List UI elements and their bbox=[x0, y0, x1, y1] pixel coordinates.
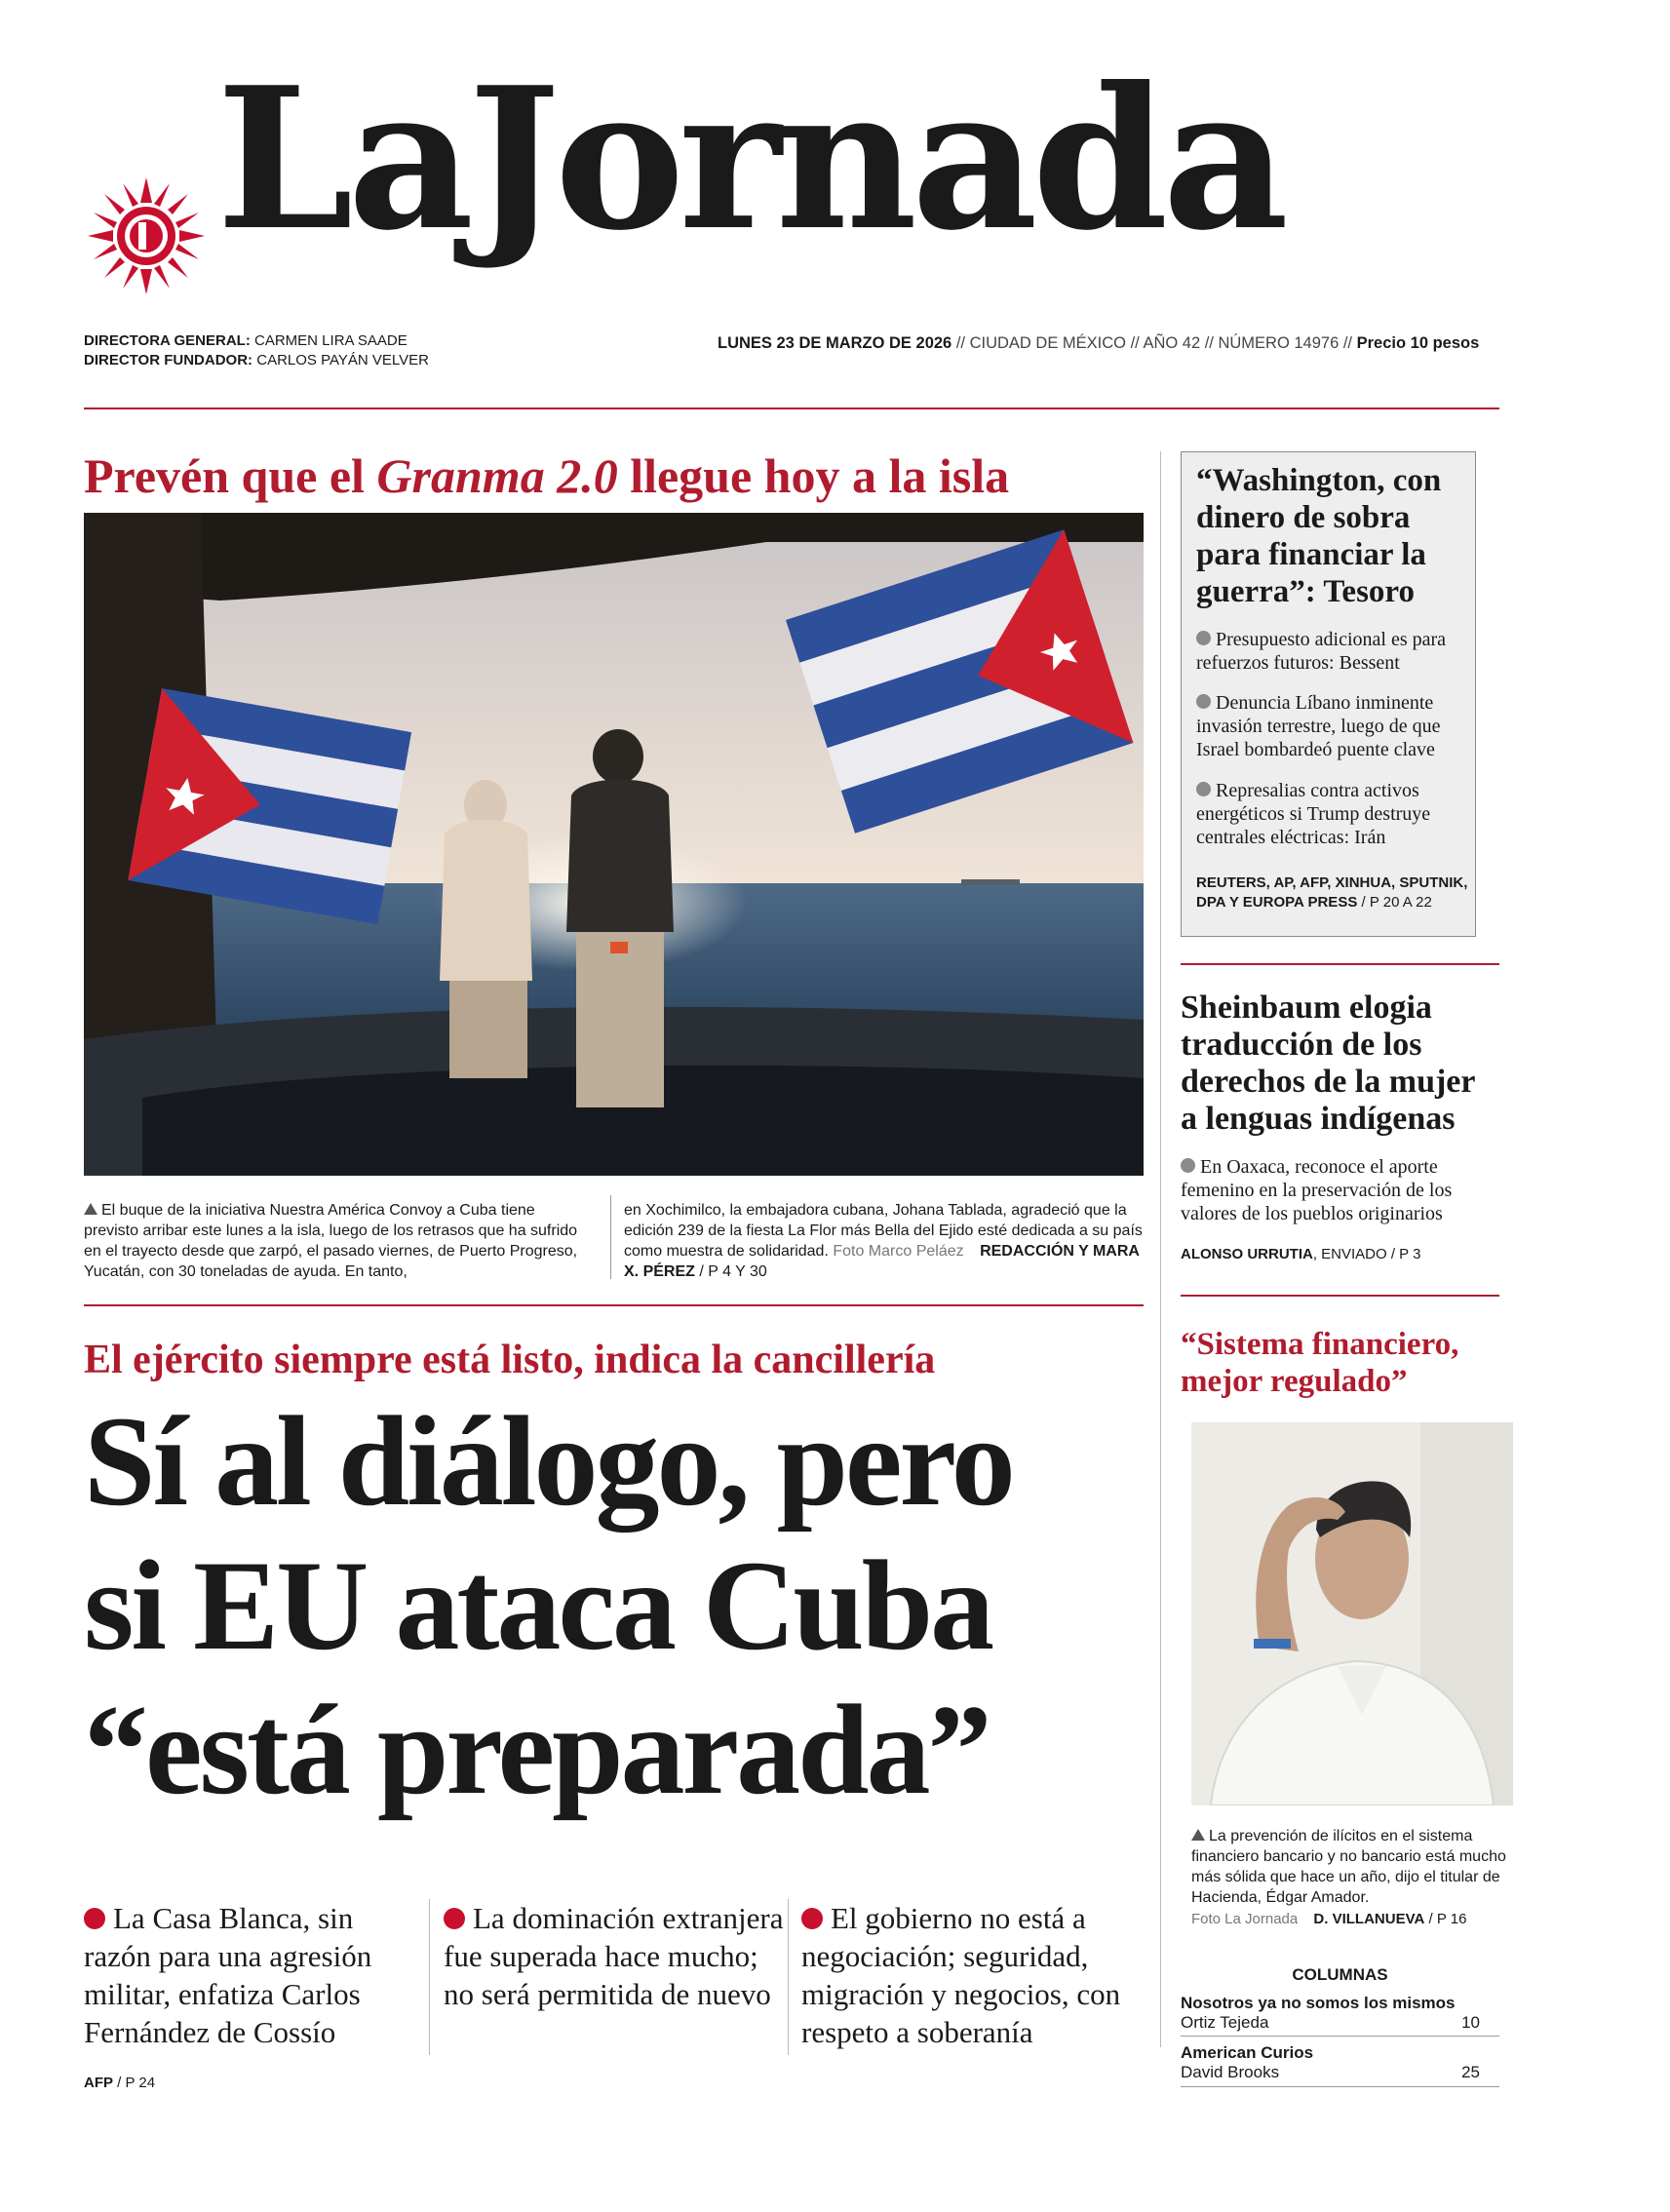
bullet-dot-icon bbox=[801, 1908, 823, 1929]
masthead-logo-icon bbox=[84, 174, 209, 298]
bullet-text: La Casa Blanca, sin razón para una agresión militar, enfatiza Carlos Fernández de Cossío bbox=[84, 1901, 372, 2049]
top-story-caption-left bbox=[84, 1200, 591, 1282]
staff-name: CARMEN LIRA SAADE bbox=[254, 332, 408, 349]
columns-divider bbox=[1181, 2086, 1499, 2087]
cuba-flags-boat-photo bbox=[84, 513, 1144, 1176]
staff-name: CARLOS PAYÁN VELVER bbox=[256, 352, 429, 369]
lead-headline[interactable] bbox=[84, 1389, 1156, 1822]
byline: D. VILLANUEVA bbox=[1313, 1911, 1425, 1927]
byline-role: , ENVIADO / P 3 bbox=[1312, 1246, 1421, 1262]
finance-credit bbox=[1191, 1910, 1466, 1929]
masthead-divider bbox=[84, 407, 1499, 409]
edgar-amador-photo bbox=[1191, 1422, 1513, 1805]
caption-arrow-icon bbox=[84, 1203, 97, 1215]
kicker-text: Prevén que el bbox=[84, 448, 377, 503]
column-author: David Brooks bbox=[1181, 2063, 1280, 2081]
photo-credit: Foto La Jornada bbox=[1191, 1911, 1299, 1927]
caption-text: en Xochimilco, la embajadora cubana, Johana Tablada, agradeció que la edición 239 de la fiesta La Flor más Bella del Ejido esté dedicada a su país como muestra de solidaridad. bbox=[624, 1202, 1143, 1260]
finance-headline[interactable]: “Sistema financiero, mejor regulado” bbox=[1181, 1327, 1459, 1399]
top-story-kicker[interactable] bbox=[84, 446, 1009, 505]
dateline bbox=[718, 334, 1479, 353]
bullet-text: La dominación extranjera fue superada hace mucho; no será permitida de nuevo bbox=[444, 1901, 784, 2011]
sheinbaum-headline[interactable]: Sheinbaum elogia traducción de los derechos de la mujer a lenguas indígenas bbox=[1181, 990, 1475, 1137]
sources: REUTERS, AP, AFP, XINHUA, SPUTNIK, DPA Y EUROPA PRESS bbox=[1196, 874, 1468, 911]
page-ref: / P 24 bbox=[117, 2075, 156, 2091]
sheinbaum-bullet bbox=[1181, 1155, 1499, 1225]
column-page: 10 bbox=[1461, 2013, 1480, 2032]
sidebar-divider bbox=[1181, 1295, 1499, 1297]
page-ref: / P 20 A 22 bbox=[1361, 894, 1432, 911]
columns-divider bbox=[1181, 2036, 1499, 2037]
box-bullet bbox=[1196, 691, 1464, 761]
lead-story-kicker[interactable]: El ejército siempre está listo, indica la cancillería bbox=[84, 1338, 936, 1382]
columns-title: COLUMNAS bbox=[1292, 1965, 1388, 1984]
finance-caption bbox=[1191, 1826, 1513, 1908]
bullet-text: El gobierno no está a negociación; seguridad, migración y negocios, con respeto a soberanía bbox=[801, 1901, 1121, 2049]
lead-bullet-3 bbox=[801, 1899, 1143, 2051]
bullet-dot-icon bbox=[1181, 1158, 1195, 1173]
column-item[interactable] bbox=[1181, 1994, 1499, 2033]
caption-arrow-icon bbox=[1191, 1829, 1205, 1841]
lead-credit bbox=[84, 2074, 155, 2093]
sheinbaum-credit bbox=[1181, 1245, 1420, 1264]
kicker-text: llegue hoy a la isla bbox=[617, 448, 1010, 503]
caption-divider bbox=[610, 1195, 611, 1279]
bullet-divider bbox=[788, 1899, 789, 2055]
column-title: Nosotros ya no somos los mismos bbox=[1181, 1994, 1456, 2012]
washington-box[interactable] bbox=[1181, 451, 1476, 937]
bullet-dot-icon bbox=[1196, 694, 1211, 709]
lead-bullet-1 bbox=[84, 1899, 425, 2051]
headline-line: “está preparada” bbox=[84, 1678, 990, 1821]
column-item[interactable] bbox=[1181, 2043, 1499, 2082]
staff-fundador bbox=[84, 351, 429, 370]
sidebar-divider bbox=[1181, 963, 1499, 965]
page-ref: / P 16 bbox=[1428, 1911, 1467, 1927]
byline: REDACCIÓN Y MARA X. PÉREZ bbox=[624, 1243, 1140, 1280]
bullet-divider bbox=[429, 1899, 430, 2055]
bullet-dot-icon bbox=[1196, 782, 1211, 796]
top-story-caption-right bbox=[624, 1200, 1144, 1282]
bullet-dot-icon bbox=[1196, 631, 1211, 645]
masthead-title: LaJornada bbox=[216, 45, 1284, 274]
sidebar-vertical-rule bbox=[1160, 451, 1161, 2047]
column-title: American Curios bbox=[1181, 2043, 1314, 2062]
bullet-text: En Oaxaca, reconoce el aporte femenino en la preservación de los valores de los pueblos originarios bbox=[1181, 1156, 1453, 1224]
headline-line: Sí al diálogo, pero bbox=[84, 1389, 1013, 1533]
box-bullet bbox=[1196, 779, 1464, 849]
bullet-dot-icon bbox=[84, 1908, 105, 1929]
kicker-italic: Granma 2.0 bbox=[376, 448, 618, 503]
staff-directora bbox=[84, 331, 408, 351]
box-credit bbox=[1196, 873, 1469, 912]
bullet-text: Denuncia Líbano inminente invasión terrestre, luego de que Israel bombardeó puente clave bbox=[1196, 692, 1441, 760]
price: Precio 10 pesos bbox=[1356, 334, 1480, 352]
page-ref: / P 4 Y 30 bbox=[699, 1263, 767, 1280]
bullet-text: Presupuesto adicional es para refuerzos futuros: Bessent bbox=[1196, 629, 1447, 674]
section-divider bbox=[84, 1304, 1144, 1306]
byline: ALONSO URRUTIA bbox=[1181, 1246, 1313, 1262]
bullet-dot-icon bbox=[444, 1908, 465, 1929]
column-author: Ortiz Tejeda bbox=[1181, 2013, 1269, 2032]
bullet-text: Represalias contra activos energéticos si Trump destruye centrales eléctricas: Irán bbox=[1196, 780, 1431, 848]
photo-credit: Foto Marco Peláez bbox=[833, 1243, 964, 1260]
source: AFP bbox=[84, 2075, 113, 2091]
staff-label: DIRECTOR FUNDADOR: bbox=[84, 352, 253, 369]
caption-text: El buque de la iniciativa Nuestra América Convoy a Cuba tiene previsto arribar este lunes a la isla, luego de los retrasos que ha sufrido en el trayecto desde que zarpó, el pasado viernes, de Puerto Progreso, Yucatán, con 30 toneladas de ayuda. En tanto, bbox=[84, 1202, 578, 1280]
headline-line: si EU ataca Cuba bbox=[84, 1533, 992, 1677]
staff-label: DIRECTORA GENERAL: bbox=[84, 332, 251, 349]
lead-bullet-2 bbox=[444, 1899, 785, 2013]
column-page: 25 bbox=[1461, 2063, 1480, 2081]
box-headline: “Washington, con dinero de sobra para financiar la guerra”: Tesoro bbox=[1196, 463, 1442, 609]
caption-text: La prevención de ilícitos en el sistema financiero bancario y no bancario está mucho más sólida que hace un año, dijo el titular de Hacienda, Édgar Amador. bbox=[1191, 1828, 1506, 1906]
issue-info: // CIUDAD DE MÉXICO // AÑO 42 // NÚMERO 14976 // bbox=[955, 334, 1353, 352]
box-bullet bbox=[1196, 628, 1464, 675]
date: LUNES 23 DE MARZO DE 2026 bbox=[718, 334, 952, 352]
